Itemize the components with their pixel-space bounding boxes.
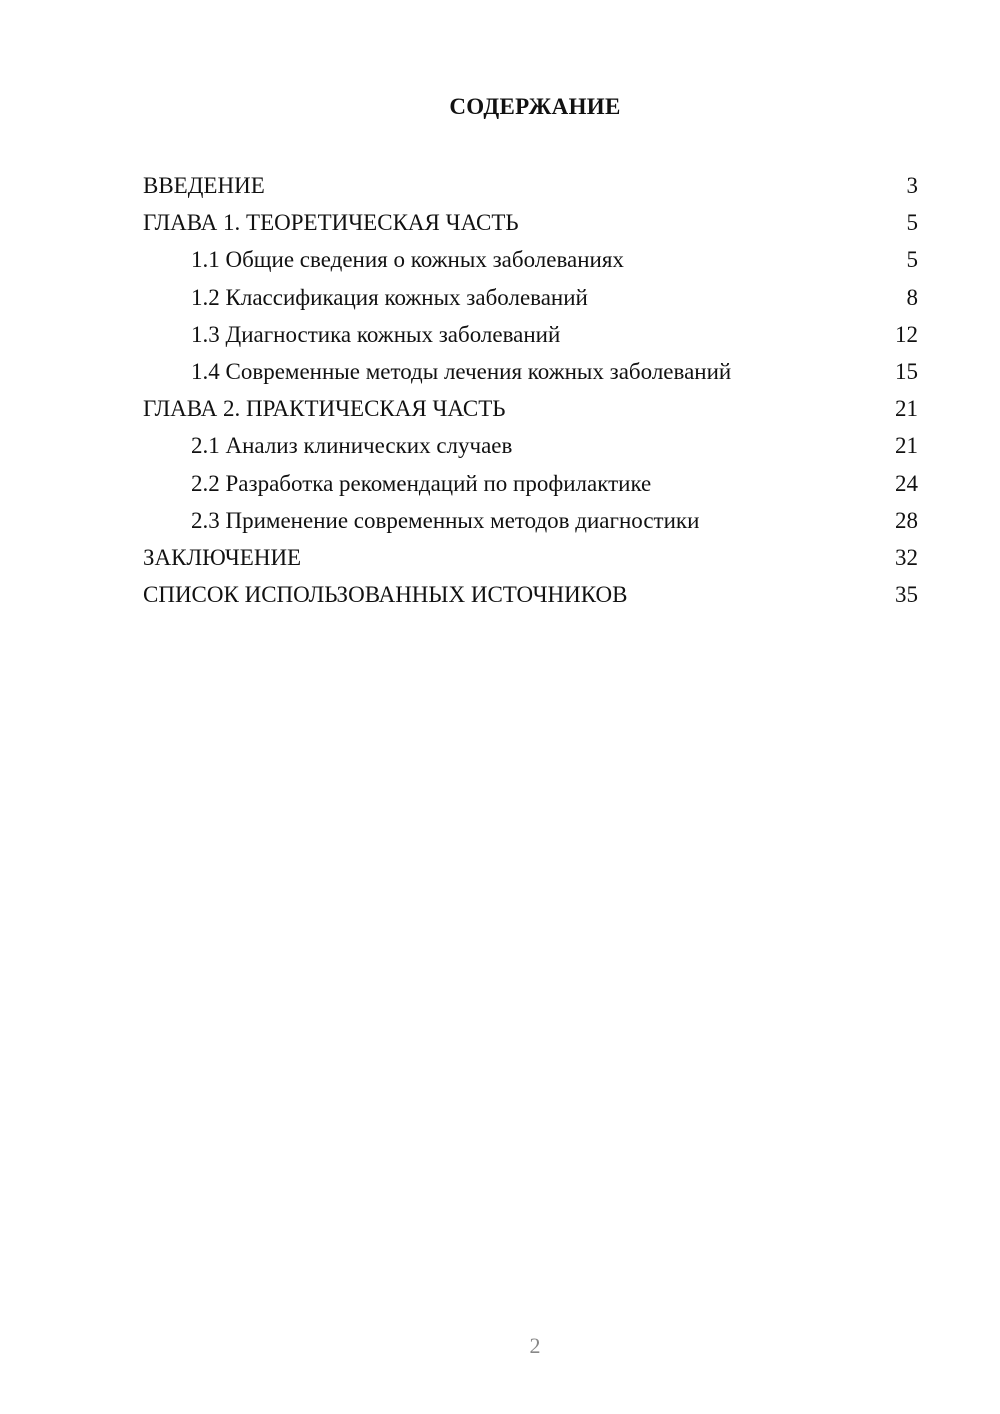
toc-entry-text: ГЛАВА 1. ТЕОРЕТИЧЕСКАЯ ЧАСТЬ (143, 210, 519, 236)
toc-entry-section-1-4 (143, 353, 918, 390)
toc-entry-text: 1.1 Общие сведения о кожных заболеваниях (191, 247, 624, 273)
toc-entry-text: 2.1 Анализ клинических случаев (191, 433, 513, 459)
toc-entry-text: ГЛАВА 2. ПРАКТИЧЕСКАЯ ЧАСТЬ (143, 396, 506, 422)
toc-entry-section-2-2 (143, 465, 918, 502)
toc-entry-page: 24 (895, 470, 918, 496)
toc-entry-text: ВВЕДЕНИЕ (143, 173, 265, 198)
toc-entry-section-1-3 (143, 316, 918, 353)
toc-entry-text: 1.2 Классификация кожных заболеваний (191, 284, 588, 310)
toc-entry-page: 3 (906, 173, 918, 198)
toc-entry-conclusion (143, 539, 918, 576)
toc-entry-text: СПИСОК ИСПОЛЬЗОВАННЫХ ИСТОЧНИКОВ (143, 582, 628, 608)
toc-entry-page: 21 (895, 396, 918, 422)
toc-entry-section-1-2 (143, 279, 918, 316)
toc-entry-text: ЗАКЛЮЧЕНИЕ (143, 544, 302, 570)
page-number: 2 (529, 1333, 541, 1358)
toc-entry-text: 1.3 Диагностика кожных заболеваний (191, 321, 561, 347)
toc-entry-text: 1.4 Современные методы лечения кожных заболеваний (191, 358, 732, 384)
toc-entry-text: 2.3 Применение современных методов диагностики (191, 507, 700, 533)
toc-entry-page: 12 (895, 321, 918, 347)
toc-entry-page: 15 (895, 358, 918, 384)
table-of-contents (143, 167, 918, 613)
toc-entry-page: 35 (895, 582, 918, 608)
toc-entry-references (143, 576, 918, 613)
toc-entry-section-1-1 (143, 241, 918, 278)
toc-entry-introduction (143, 167, 918, 204)
toc-entry-chapter-1 (143, 204, 918, 241)
toc-entry-page: 32 (895, 544, 918, 570)
toc-entry-section-2-3 (143, 502, 918, 539)
toc-entry-chapter-2 (143, 390, 918, 427)
toc-entry-page: 8 (906, 284, 918, 310)
toc-entry-page: 28 (895, 507, 918, 533)
toc-entry-page: 5 (906, 247, 918, 273)
toc-entry-page: 5 (906, 210, 918, 236)
toc-title: СОДЕРЖАНИЕ (449, 94, 621, 119)
toc-entry-page: 21 (895, 433, 918, 459)
toc-entry-section-2-1 (143, 427, 918, 464)
toc-entry-text: 2.2 Разработка рекомендаций по профилактике (191, 470, 652, 496)
